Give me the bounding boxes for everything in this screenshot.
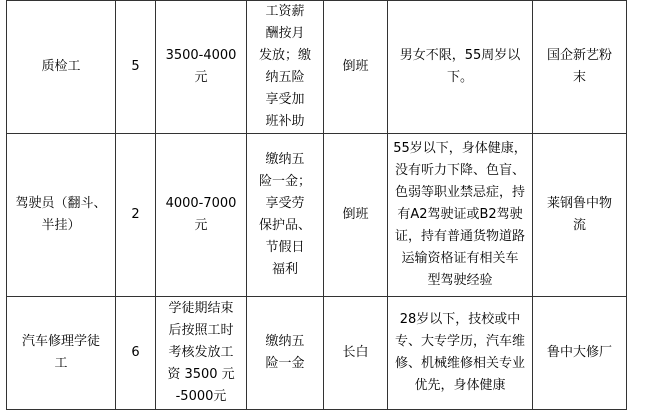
count-cell: 2 (116, 134, 156, 297)
position-cell: 驾驶员（翻斗、 半挂） (7, 134, 116, 297)
salary-cell: 4000-7000元 (156, 134, 247, 297)
salary-cell: 3500-4000元 (156, 1, 247, 134)
benefits-cell: 缴纳五 险一金 (247, 297, 324, 410)
count-cell: 5 (116, 1, 156, 134)
employer-cell: 国企新艺粉 末 (533, 1, 627, 134)
salary-cell: 学徒期结束 后按照工时 考核发放工 资 3500 元 -5000元 (156, 297, 247, 410)
job-table (6, 0, 627, 410)
employer-cell: 莱钢鲁中物 流 (533, 134, 627, 297)
requirements-cell: 28岁以下，技校或中 专、大专学历，汽车维 修、机械维修相关专业 优先，身体健康 (388, 297, 533, 410)
shift-cell: 长白 (324, 297, 388, 410)
employer-cell: 鲁中大修厂 (533, 297, 627, 410)
shift-cell: 倒班 (324, 134, 388, 297)
benefits-cell: 缴纳五 险一金； 享受劳 保护品、 节假日 福利 (247, 134, 324, 297)
shift-cell: 倒班 (324, 1, 388, 134)
requirements-cell: 男女不限，55周岁以 下。 (388, 1, 533, 134)
requirements-cell: 55岁以下，身体健康， 没有听力下降、色盲、 色弱等职业禁忌症，持 有A2驾驶证或B2驾驶 证，持有普通货物道路 运输资格证有相关车 型驾驶经验 (388, 134, 533, 297)
table-row (7, 134, 627, 297)
table-row (7, 1, 627, 134)
count-cell: 6 (116, 297, 156, 410)
position-cell: 汽车修理学徒 工 (7, 297, 116, 410)
benefits-cell: 工资薪 酬按月 发放；缴 纳五险 享受加 班补助 (247, 1, 324, 134)
table-row (7, 297, 627, 410)
position-cell: 质检工 (7, 1, 116, 134)
